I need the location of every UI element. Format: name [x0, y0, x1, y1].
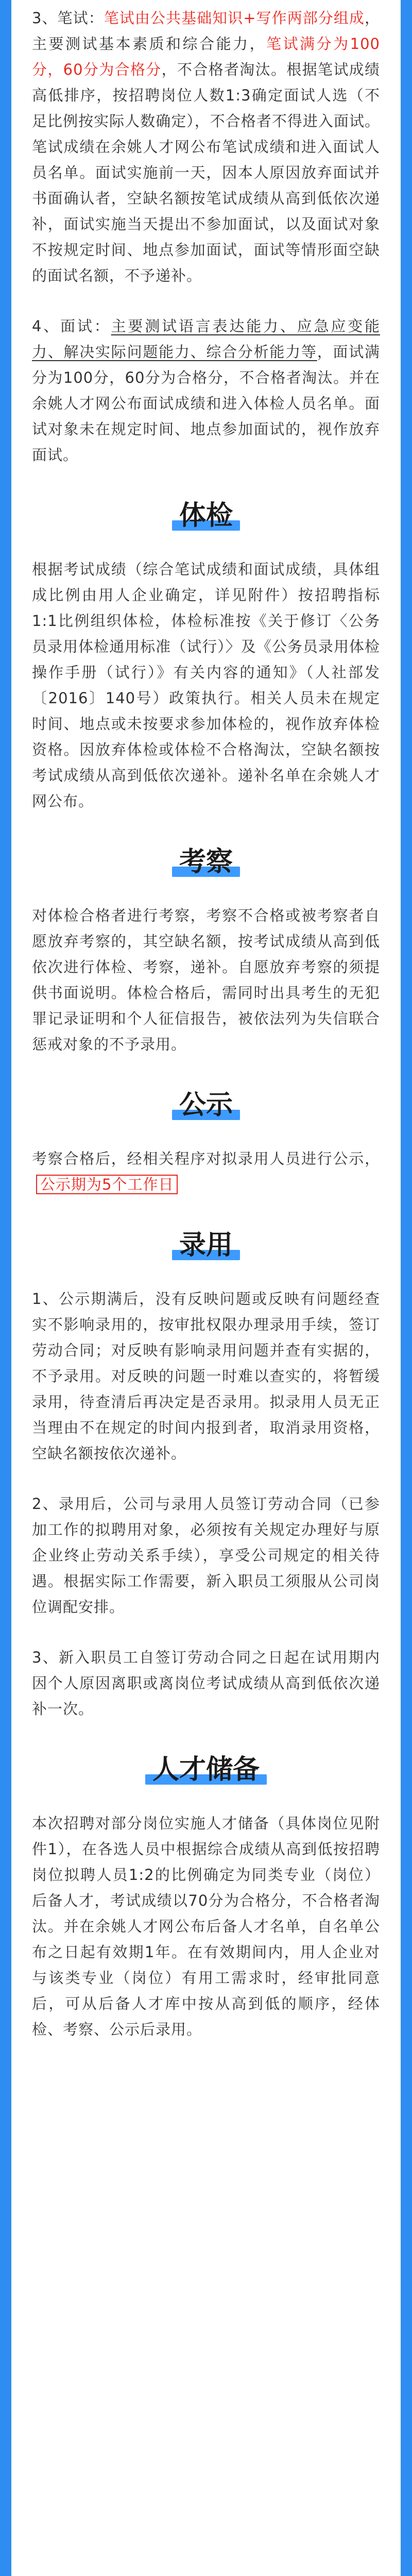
publicity-text: 考察合格后，经相关程序对拟录用人员进行公示， [32, 1150, 380, 1167]
physical-exam-title: 体检 [32, 498, 380, 534]
interview-focus: 主要测试语言表达能力、应急应变能力、解决实际问题能力、综合分析能力等 [32, 317, 380, 361]
written-exam-rest: ，不合格者淘汰。根据笔试成绩高低排序，按招聘岗位人数1:3确定面试人选（不足比例按实际人数确定），不合格者不得进入面试。笔试成绩在余姚人才网公布笔试成绩和进入面试人员名单。面试实施前一天，因本人原因放弃面试并书面确认者，空缺名额按笔试成绩从高到低依次递补，面试实施当天提出不参加面试，以及面试对象不按规定时间、地点参加面试，面试等情形面空缺的面试名额，不予递补。 [32, 61, 380, 284]
interview-paragraph [32, 313, 380, 468]
written-exam-composition: 笔试由公共基础知识+写作两部分组成 [104, 9, 365, 27]
interview-prefix: 4、面试： [32, 317, 111, 335]
hiring-title: 录用 [32, 1227, 380, 1263]
hiring-item-3: 3、新入职员工自签订劳动合同之日起在试用期内因个人原因离职或离岗位考试成绩从高到低依次递补一次。 [32, 1649, 380, 1718]
written-exam-pass-score: 笔试满分为100分，60分为合格分 [32, 35, 380, 78]
recruitment-details-panel [11, 0, 401, 2576]
publicity-title: 公示 [32, 1087, 380, 1123]
publicity-body [32, 1146, 380, 1197]
physical-exam-body: 根据考试成绩（综合笔试成绩和面试成绩，具体组成比例由用人企业确定，详见附件）按招聘指标1:1比例组织体检，体检标准按《关于修订〈公务员录用体检通用标准（试行）〉及《公务员录用体检操作手册（试行）》有关内容的通知》（人社部发〔2016〕140号）政策执行。相关人员未在规定时间、地点或未按要求参加体检的，视作放弃体检资格。因放弃体检或体检不合格淘汰，空缺名额按考试成绩从高到低依次递补。递补名单在余姚人才网公布。 [32, 561, 380, 810]
written-exam-mid: ，主要测试基本素质和综合能力， [32, 9, 380, 53]
hiring-item-2: 2、录用后，公司与录用人员签订劳动合同（已参加工作的拟聘用对象，必须按有关规定办理好与原企业终止劳动关系手续），享受公司规定的相关待遇。根据实际工作需要，新入职员工须服从公司岗位调配安排。 [32, 1495, 380, 1616]
talent-reserve-title: 人才储备 [32, 1752, 380, 1788]
hiring-item-1: 1、公示期满后，没有反映问题或反映有问题经查实不影响录用的，按审批权限办理录用手续，签订劳动合同；对反映有影响录用问题并查有实据的，不予录用。对反映的问题一时难以查实的，将暂缓录用，待查清后再决定是否录用。拟录用人员无正当理由不在规定的时间内报到者，取消录用资格，空缺名额按依次递补。 [32, 1290, 380, 1462]
written-exam-paragraph [32, 5, 380, 289]
publicity-period: 公示期为5个工作日 [36, 1175, 178, 1194]
interview-rest: ，面试满分为100分，60分为合格分，不合格者淘汰。并在余姚人才网公布面试成绩和进入体检人员名单。面试对象未在规定时间、地点参加面试的，视作放弃面试。 [32, 343, 380, 464]
written-exam-prefix: 3、笔试： [32, 9, 104, 27]
inspection-title: 考察 [32, 844, 380, 880]
talent-reserve-body: 本次招聘对部分岗位实施人才储备（具体岗位见附件1），在各选人员中根据综合成绩从高到低按招聘岗位拟聘人员1:2的比例确定为同类专业（岗位）后备人才，考试成绩以70分为合格分，不合格者淘汰。并在余姚人才网公布后备人才名单，自名单公布之日起有效期1年。在有效期间内，用人企业对与该类专业（岗位）有用工需求时，经审批同意后，可从后备人才库中按从高到低的顺序，经体检、考察、公示后录用。 [32, 1815, 380, 2038]
inspection-body: 对体检合格者进行考察，考察不合格或被考察者自愿放弃考察的，其空缺名额，按考试成绩从高到低依次进行体检、考察，递补。自愿放弃考察的须提供书面说明。体检合格后，需同时出具考生的无犯罪记录证明和个人征信报告，被依法列为失信联合惩戒对象的不予录用。 [32, 907, 380, 1053]
